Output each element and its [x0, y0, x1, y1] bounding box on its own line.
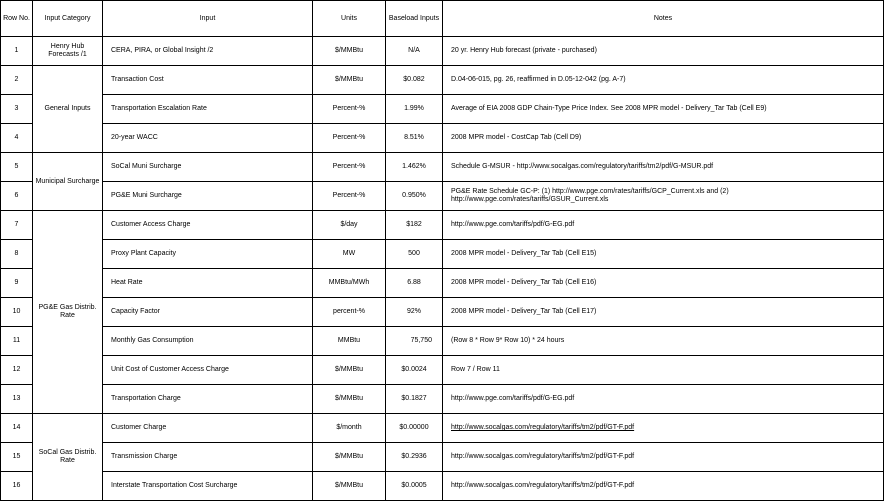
- units: $/MMBtu: [313, 66, 386, 95]
- table-row: [1, 95, 884, 124]
- input-name: Unit Cost of Customer Access Charge: [103, 356, 313, 385]
- input-name: CERA, PIRA, or Global Insight /2: [103, 37, 313, 66]
- baseload-value: 8.51%: [386, 124, 443, 153]
- table-row: [1, 153, 884, 182]
- category-henry-hub: Henry Hub Forecasts /1: [33, 37, 103, 66]
- units: percent-%: [313, 298, 386, 327]
- category-municipal: Municipal Surcharge: [33, 153, 103, 211]
- baseload-value: 1.99%: [386, 95, 443, 124]
- table-row: [1, 472, 884, 501]
- baseload-value: $0.082: [386, 66, 443, 95]
- units: $/MMBtu: [313, 385, 386, 414]
- input-name: Transmission Charge: [103, 443, 313, 472]
- baseload-value: $0.0005: [386, 472, 443, 501]
- table-row: [1, 443, 884, 472]
- input-name: Capacity Factor: [103, 298, 313, 327]
- notes: D.04-06-015, pg. 26, reaffirmed in D.05-12-042 (pg. A-7): [443, 66, 884, 95]
- row-number: 6: [1, 182, 33, 211]
- units: $/day: [313, 211, 386, 240]
- header-category: Input Category: [33, 1, 103, 37]
- units: Percent-%: [313, 153, 386, 182]
- table-row: [1, 327, 884, 356]
- units: Percent-%: [313, 182, 386, 211]
- input-name: Interstate Transportation Cost Surcharge: [103, 472, 313, 501]
- header-input: Input: [103, 1, 313, 37]
- table-row: [1, 414, 884, 443]
- table-row: [1, 182, 884, 211]
- row-number: 15: [1, 443, 33, 472]
- baseload-value: 500: [386, 240, 443, 269]
- table-row: [1, 240, 884, 269]
- baseload-value: 75,750: [386, 327, 443, 356]
- notes: (Row 8 * Row 9* Row 10) * 24 hours: [443, 327, 884, 356]
- row-number: 9: [1, 269, 33, 298]
- header-units: Units: [313, 1, 386, 37]
- input-name: SoCal Muni Surcharge: [103, 153, 313, 182]
- row-number: 10: [1, 298, 33, 327]
- input-name: Transaction Cost: [103, 66, 313, 95]
- row-number: 14: [1, 414, 33, 443]
- units: MMBtu/MWh: [313, 269, 386, 298]
- row-number: 1: [1, 37, 33, 66]
- baseload-value: $0.0024: [386, 356, 443, 385]
- table-row: [1, 124, 884, 153]
- row-number: 12: [1, 356, 33, 385]
- baseload-value: N/A: [386, 37, 443, 66]
- notes: Schedule G-MSUR - http://www.socalgas.com/regulatory/tariffs/tm2/pdf/G-MSUR.pdf: [443, 153, 884, 182]
- notes: http://www.pge.com/tariffs/pdf/G-EG.pdf: [443, 385, 884, 414]
- input-name: Monthly Gas Consumption: [103, 327, 313, 356]
- baseload-value: 0.950%: [386, 182, 443, 211]
- row-number: 16: [1, 472, 33, 501]
- header-baseload: Baseload Inputs: [386, 1, 443, 37]
- notes-link[interactable]: http://www.socalgas.com/regulatory/tariffs/tm2/pdf/GT-F.pdf: [443, 414, 884, 443]
- baseload-value: $0.1827: [386, 385, 443, 414]
- input-name: Transportation Charge: [103, 385, 313, 414]
- baseload-value: 92%: [386, 298, 443, 327]
- row-number: 5: [1, 153, 33, 182]
- row-number: 7: [1, 211, 33, 240]
- row-number: 2: [1, 66, 33, 95]
- table-row: [1, 37, 884, 66]
- input-name: PG&E Muni Surcharge: [103, 182, 313, 211]
- row-number: 11: [1, 327, 33, 356]
- notes: 20 yr. Henry Hub forecast (private - purchased): [443, 37, 884, 66]
- input-name: Customer Charge: [103, 414, 313, 443]
- notes: http://www.pge.com/tariffs/pdf/G-EG.pdf: [443, 211, 884, 240]
- row-number: 13: [1, 385, 33, 414]
- baseload-value: 1.462%: [386, 153, 443, 182]
- header-row: [1, 1, 884, 37]
- baseload-value: $182: [386, 211, 443, 240]
- table-row: [1, 269, 884, 298]
- notes: Row 7 / Row 11: [443, 356, 884, 385]
- header-notes: Notes: [443, 1, 884, 37]
- notes: http://www.socalgas.com/regulatory/tariffs/tm2/pdf/GT-F.pdf: [443, 472, 884, 501]
- row-number: 8: [1, 240, 33, 269]
- input-name: Heat Rate: [103, 269, 313, 298]
- baseload-value: $0.00000: [386, 414, 443, 443]
- table-row: [1, 298, 884, 327]
- table-row: [1, 211, 884, 240]
- notes: 2008 MPR model - Delivery_Tar Tab (Cell E16): [443, 269, 884, 298]
- notes: PG&E Rate Schedule GC-P: (1) http://www.pge.com/rates/tariffs/GCP_Current.xls and (2) http://www.pge.com/rates/tariffs/GSUR_Current.xls: [443, 182, 884, 211]
- units: MW: [313, 240, 386, 269]
- header-row-no: Row No.: [1, 1, 33, 37]
- notes: 2008 MPR model - Delivery_Tar Tab (Cell E15): [443, 240, 884, 269]
- row-number: 3: [1, 95, 33, 124]
- input-name: Customer Access Charge: [103, 211, 313, 240]
- units: Percent-%: [313, 124, 386, 153]
- category-pge: PG&E Gas Distrib. Rate: [33, 211, 103, 414]
- notes: 2008 MPR model - Delivery_Tar Tab (Cell E17): [443, 298, 884, 327]
- units: $/MMBtu: [313, 356, 386, 385]
- table-row: [1, 356, 884, 385]
- input-name: 20-year WACC: [103, 124, 313, 153]
- notes: Average of EIA 2008 GDP Chain-Type Price Index. See 2008 MPR model - Delivery_Tar Tab (Cell E9): [443, 95, 884, 124]
- notes: http://www.socalgas.com/regulatory/tariffs/tm2/pdf/GT-F.pdf: [443, 443, 884, 472]
- category-socal: SoCal Gas Distrib. Rate: [33, 414, 103, 501]
- table-row: [1, 66, 884, 95]
- input-name: Transportation Escalation Rate: [103, 95, 313, 124]
- row-number: 4: [1, 124, 33, 153]
- units: MMBtu: [313, 327, 386, 356]
- baseload-value: 6.88: [386, 269, 443, 298]
- units: Percent-%: [313, 95, 386, 124]
- units: $/MMBtu: [313, 472, 386, 501]
- baseload-value: $0.2936: [386, 443, 443, 472]
- input-name: Proxy Plant Capacity: [103, 240, 313, 269]
- table-row: [1, 385, 884, 414]
- units: $/MMBtu: [313, 443, 386, 472]
- units: $/MMBtu: [313, 37, 386, 66]
- units: $/month: [313, 414, 386, 443]
- notes: 2008 MPR model - CostCap Tab (Cell D9): [443, 124, 884, 153]
- category-general: General Inputs: [33, 66, 103, 153]
